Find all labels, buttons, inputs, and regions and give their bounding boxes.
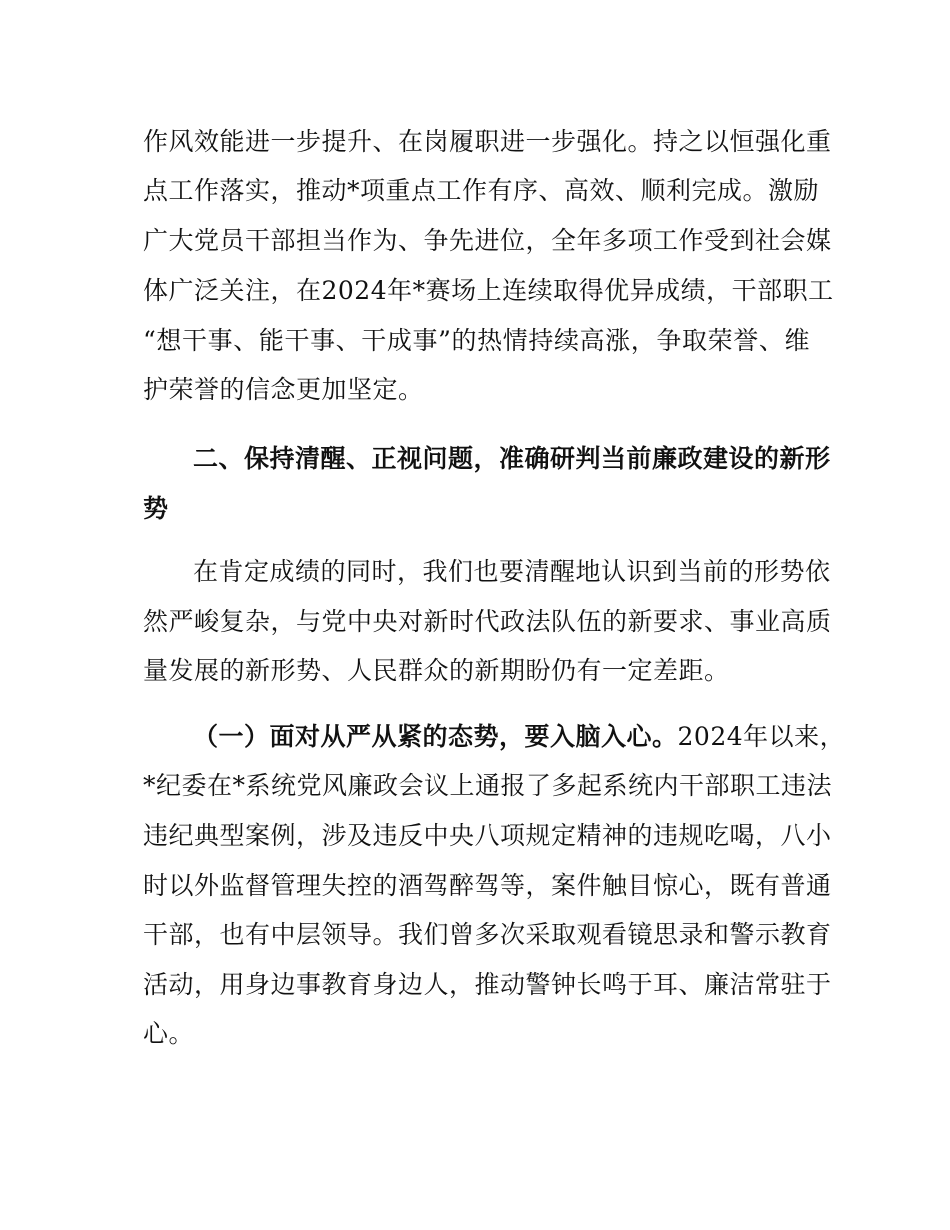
paragraph-2-line-3: 量发展的新形势、人民群众的新期盼仍有一定差距。	[143, 656, 730, 685]
section-heading-2-line-2: 势	[143, 494, 169, 523]
section-heading-2-line-1: 二、保持清醒、正视问题，准确研判当前廉政建设的新形	[193, 444, 831, 473]
subheading-1: （一）面对从严从紧的态势，要入脑入心。	[193, 722, 678, 751]
paragraph-1-line-6: 护荣誉的信念更加坚定。	[143, 375, 424, 404]
paragraph-3-line-7: 心。	[143, 1019, 195, 1048]
paragraph-3-line-5: 干部，也有中层领导。我们曾多次采取观看镜思录和警示教育	[143, 920, 832, 949]
paragraph-2-line-1: 在肯定成绩的同时，我们也要清醒地认识到当前的形势依	[193, 557, 831, 586]
paragraph-1-line-3: 广大党员干部担当作为、争先进位，全年多项工作受到社会媒	[143, 226, 832, 255]
paragraph-3-line-6: 活动，用身边事教育身边人，推动警钟长鸣于耳、廉洁常驻于	[143, 970, 832, 999]
paragraph-3-line-1	[193, 717, 846, 757]
paragraph-1-line-2: 点工作落实，推动*项重点工作有序、高效、顺利完成。激励	[143, 176, 820, 205]
paragraph-1-line-5: “想干事、能干事、干成事”的热情持续高涨，争取荣誉、维	[143, 326, 810, 355]
paragraph-3-line-2: *纪委在*系统党风廉政会议上通报了多起系统内干部职工违法	[143, 771, 833, 800]
paragraph-1-line-4: 体广泛关注，在2024年*赛场上连续取得优异成绩，干部职工	[143, 276, 834, 305]
paragraph-3-line-3: 违纪典型案例，涉及违反中央八项规定精神的违规吃喝，八小	[143, 821, 832, 850]
paragraph-2-line-2: 然严峻复杂，与党中央对新时代政法队伍的新要求、事业高质	[143, 607, 832, 636]
paragraph-1-line-1: 作风效能进一步提升、在岗履职进一步强化。持之以恒强化重	[143, 127, 832, 156]
paragraph-3-lead-text: 2024年以来，	[677, 722, 846, 751]
paragraph-3-line-4: 时以外监督管理失控的酒驾醉驾等，案件触目惊心，既有普通	[143, 871, 832, 900]
